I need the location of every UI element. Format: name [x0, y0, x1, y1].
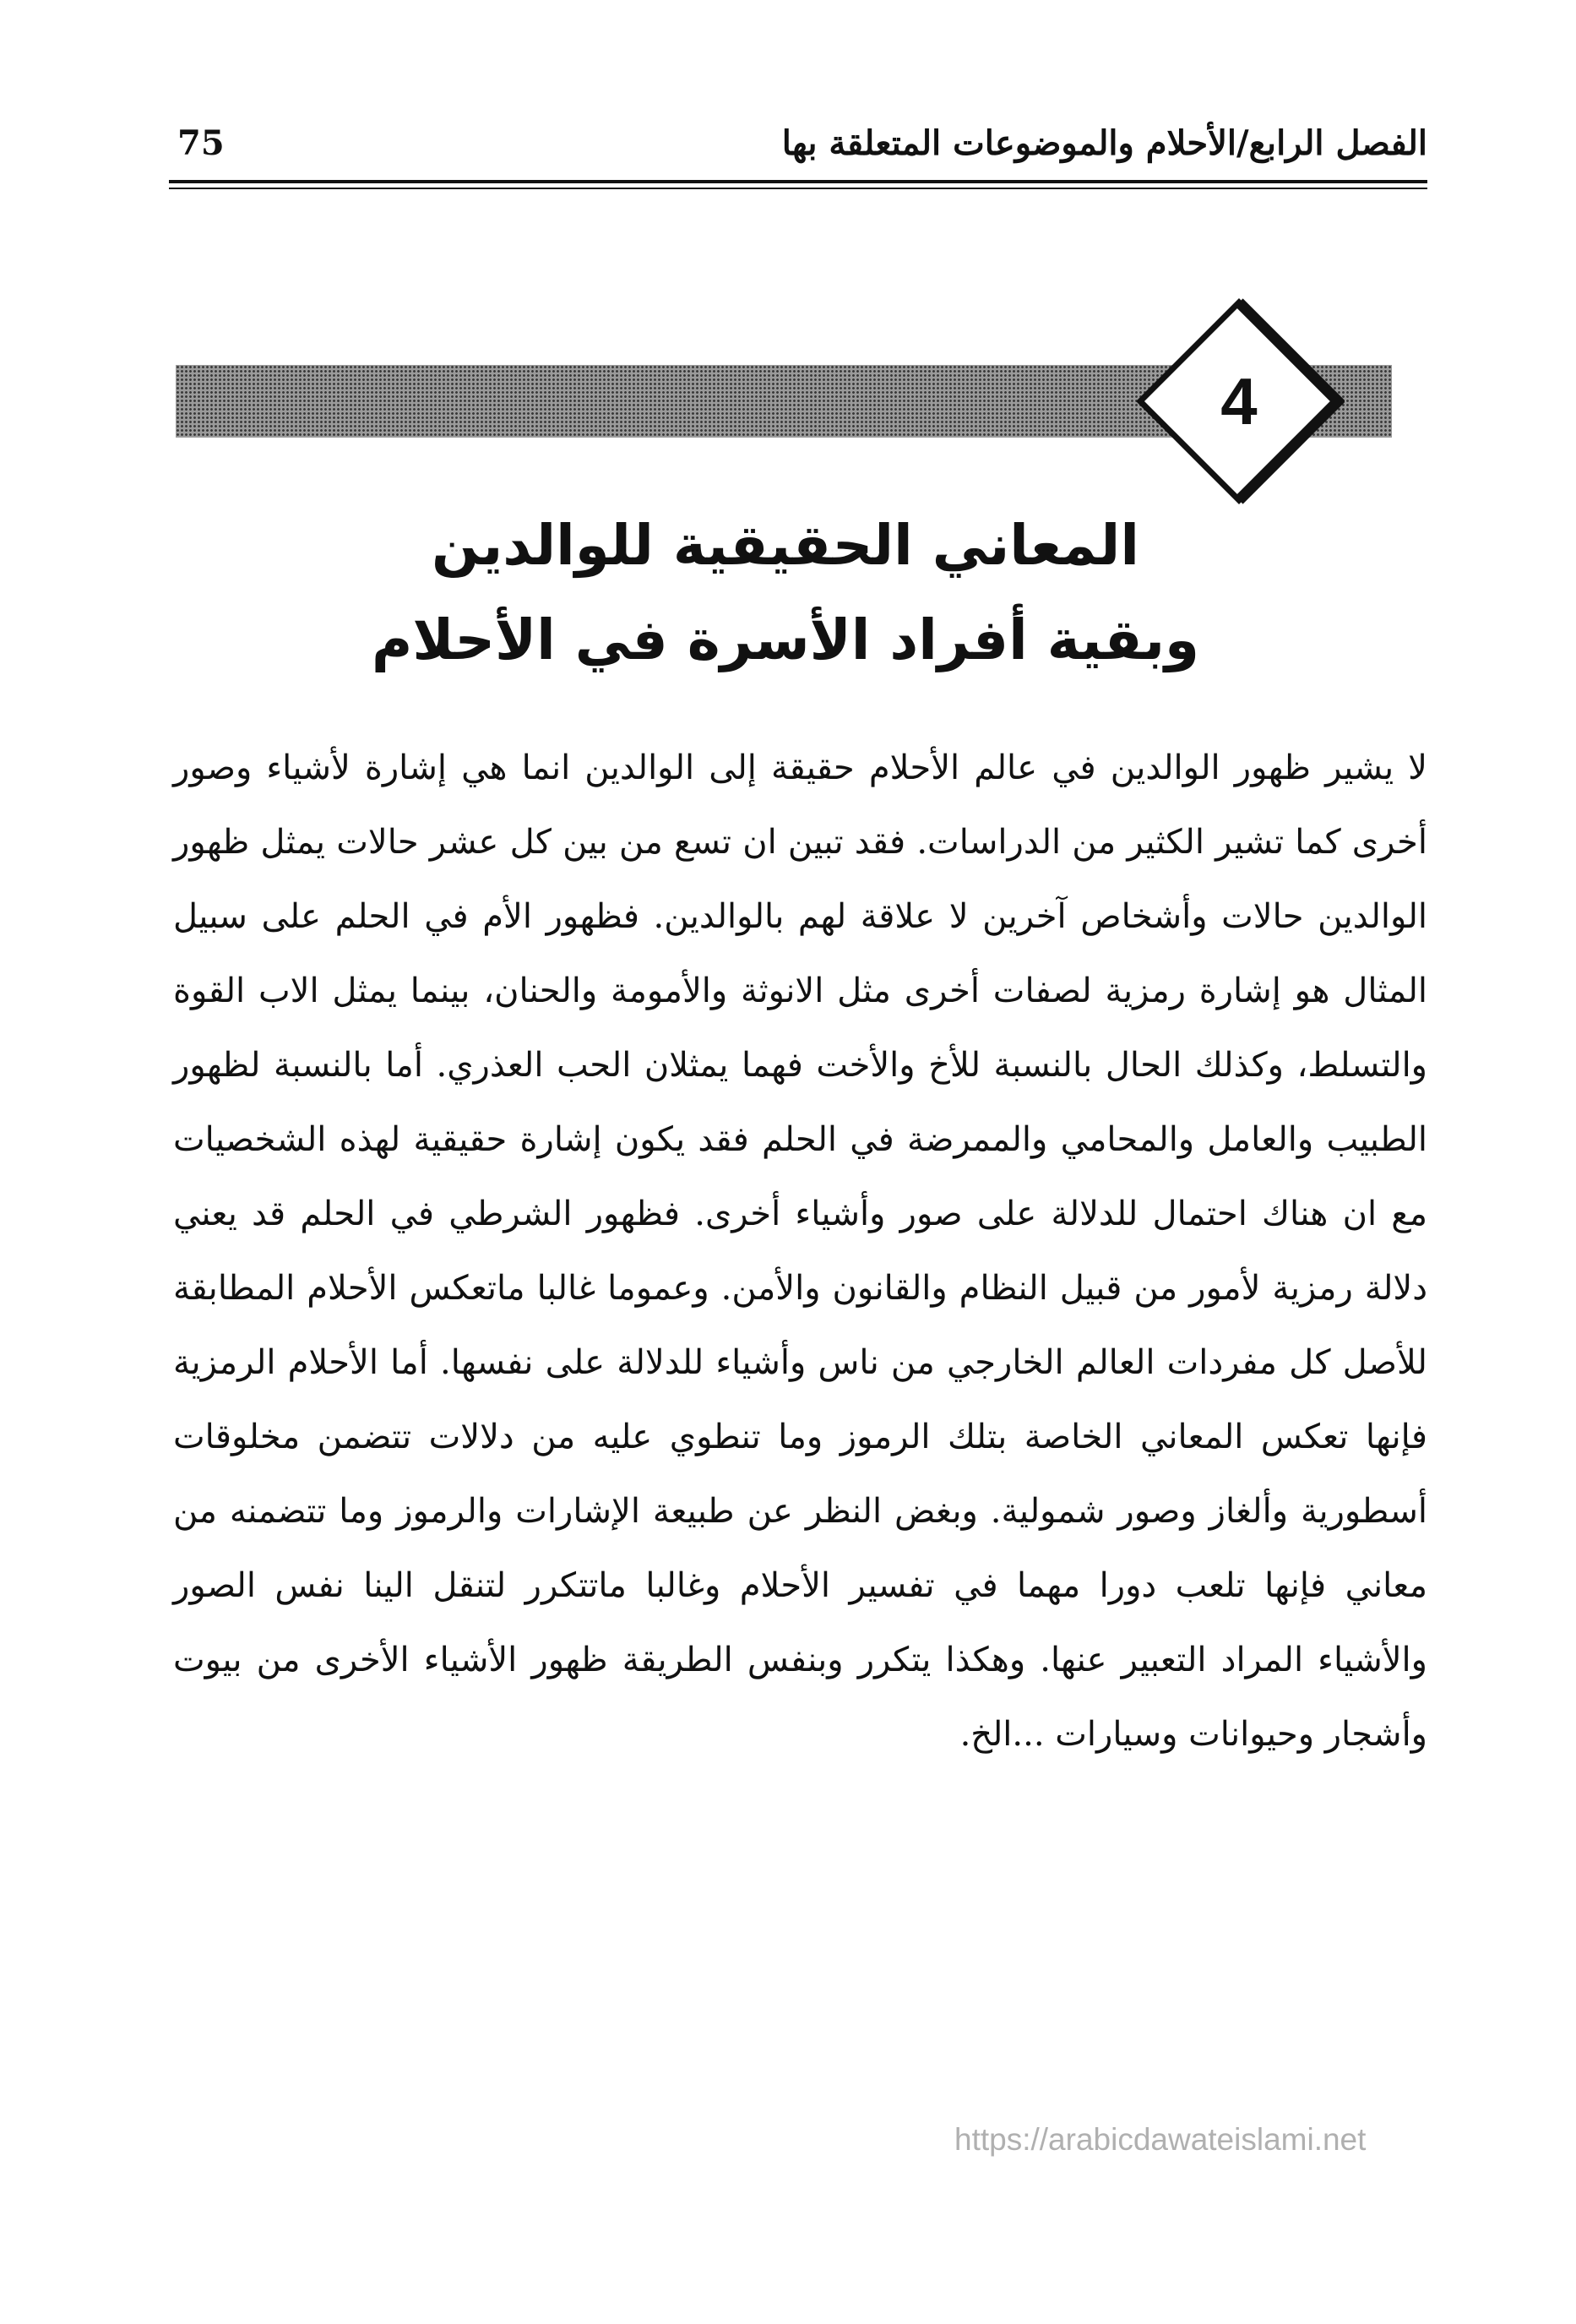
running-header [169, 118, 1427, 177]
chapter-number: 4 [1220, 364, 1258, 438]
running-header-title: الفصل الرابع/الأحلام والموضوعات المتعلقة بها [781, 123, 1427, 163]
chapter-title-line-2: وبقية أفراد الأسرة في الأحلام [371, 607, 1200, 672]
website-watermark: https://arabicdawateislami.net [954, 2122, 1367, 2157]
header-rule-thin [169, 188, 1427, 189]
body-paragraph: لا يشير ظهور الوالدين في عالم الأحلام حقيقة إلى الوالدين انما هي إشارة لأشياء وصور أخرى كما تشير الكثير من الدراسات. فقد تبين ان تسع من بين كل عشر حالات يمثل ظهور الوالدين حالات وأشخاص آخرين لا علاقة لهم بالوالدين. فظهور الأم في الحلم على سبيل المثال هو إشارة رمزية لصفات أخرى مثل الانوثة والأمومة والحنان، بينما يمثل الاب القوة والتسلط، وكذلك الحال بالنسبة للأخ والأخت فهما يمثلان الحب العذري. أما بالنسبة لظهور الطبيب والعامل والمحامي والممرضة في الحلم فقد يكون إشارة حقيقية لهذه الشخصيات مع ان هناك احتمال للدلالة على صور وأشياء أخرى. فظهور الشرطي في الحلم قد يعني دلالة رمزية لأمور من قبيل النظام والقانون والأمن. وعموما غالبا ماتعكس الأحلام المطابقة للأصل كل مفردات العالم الخارجي من ناس وأشياء للدلالة على نفسها. أما الأحلام الرمزية فإنها تعكس المعاني الخاصة بتلك الرموز وما تنطوي عليه من دلالات تتضمن مخلوقات أسطورية وألغاز وصور شمولية. وبغض النظر عن طبيعة الإشارات والرموز وما تتضمنه من معاني فإنها تلعب دورا مهما في تفسير الأحلام وغالبا ماتتكرر لتنقل الينا نفس الصور والأشياء المراد التعبير عنها. وهكذا يتكرر وبنفس الطريقة ظهور الأشياء الأخرى من بيوت وأشجار وحيوانات وسيارات ...الخ. [173, 748, 1428, 1754]
chapter-title [253, 498, 1318, 688]
header-rule-thick [169, 180, 1427, 183]
chapter-title-line-1: المعاني الحقيقية للوالدين [432, 513, 1139, 578]
page-number: 75 [177, 123, 225, 163]
